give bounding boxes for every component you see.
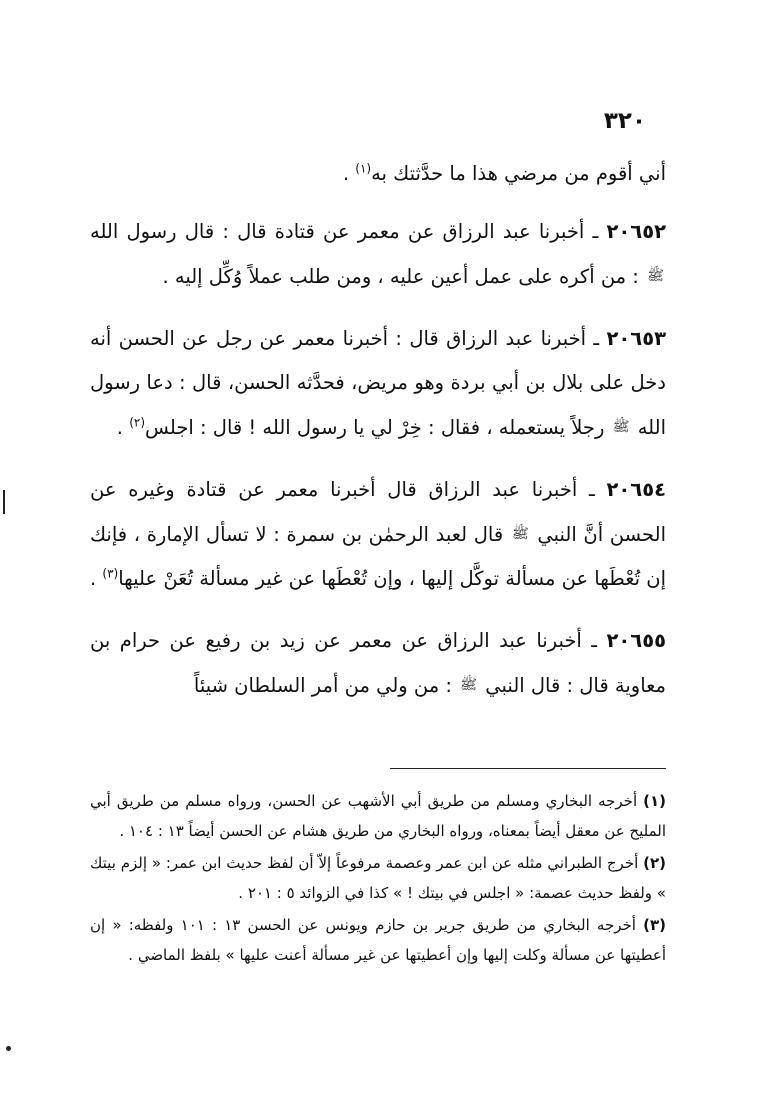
opening-end: . [342, 162, 356, 185]
salawat-glyph: ﷺ [460, 677, 478, 693]
footnote-number: (١) [643, 792, 666, 810]
hadith-end: . [90, 567, 103, 590]
footnote-ref-1[interactable]: (١) [355, 161, 372, 176]
footnote-ref-3[interactable]: (٣) [102, 566, 119, 581]
hadith-text-part1: ـ أخبرنا عبد الرزاق قال : أخبرنا معمر عن رجل عن الحسن أنه دخل على بلال بن أبي بردة وهو مريض، فحدَّثه الحسن، قال : دعا رسول الله [90, 327, 666, 439]
footnote-text: أخرج الطبراني مثله عن ابن عمر وعصمة مرفوعاً إلاّ أن لفظ حديث ابن عمر: « إلزم بيتك » ولفظ حديث عصمة: « اجلس في بيتك ! » كذا في الزوائد ٥ : ٢٠١ . [90, 854, 666, 902]
hadith-20655 [90, 619, 666, 708]
salawat-glyph: ﷺ [511, 526, 529, 542]
hadith-text-part2: : من أكره على عمل أعين عليه ، ومن طلب عملاً وُكِّل إليه . [162, 265, 646, 288]
footnote-1 [90, 786, 666, 846]
footnote-3 [90, 910, 666, 970]
hadith-text-part2: رجلاً يستعمله ، فقال : خِرْ لي يا رسول الله ! قال : اجلس [145, 416, 611, 439]
hadith-end: . [116, 416, 130, 439]
footnote-text: أخرجه البخاري من طريق جرير بن حازم ويونس عن الحسن ١٣ : ١٠١ ولفظه: « إن أعطيتها عن مسألة وكلت إليها وإن أعطيتها عن غير مسألة أعنت عليها » بلفظ الماضي . [90, 916, 666, 964]
opening-text: أني أقوم من مرضي هذا ما حدَّثتك به [371, 162, 666, 185]
hadith-text-part1: ـ أخبرنا عبد الرزاق عن معمر عن زيد بن رفيع عن حرام بن معاوية قال : قال النبي [90, 629, 666, 697]
footnote-2 [90, 848, 666, 908]
hadith-number: ٢٠٦٥٢ [606, 220, 666, 243]
hadith-20653 [90, 317, 666, 450]
footnote-number: (٢) [643, 854, 666, 872]
opening-paragraph [90, 152, 666, 196]
footnote-number: (٣) [643, 916, 666, 934]
hadith-text-part2: : من ولي من أمر السلطان شيئاً [193, 674, 459, 697]
hadith-number: ٢٠٦٥٣ [606, 327, 666, 350]
hadith-text-part1: ـ أخبرنا عبد الرزاق قال أخبرنا معمر عن قتادة وغيره عن الحسن أنَّ النبي [90, 478, 666, 546]
hadith-20652 [90, 210, 666, 299]
salawat-glyph: ﷺ [647, 268, 664, 284]
footnote-ref-2[interactable]: (٢) [129, 415, 146, 430]
hadith-number: ٢٠٦٥٥ [606, 629, 666, 652]
scan-dot [6, 1046, 11, 1051]
hadith-number: ٢٠٦٥٤ [606, 478, 666, 501]
salawat-glyph: ﷺ [612, 419, 630, 435]
footnote-text: أخرجه البخاري ومسلم من طريق أبي الأشهب عن الحسن، ورواه مسلم من طريق أبي المليح عن معقل أيضاً بمعناه، ورواه البخاري من طريق هشام عن الحسن أيضاً ١٣ : ١٠٤ . [90, 792, 666, 840]
margin-mark [3, 490, 5, 514]
hadith-text-part1: ـ أخبرنا عبد الرزاق عن معمر عن قتادة قال : قال رسول الله [90, 220, 607, 243]
main-text [90, 152, 666, 726]
footnotes [90, 786, 666, 972]
page-number: ٣٢٠ [603, 108, 646, 134]
hadith-text-part2: قال لعبد الرحمٰن بن سمرة : لا تسأل الإمارة ، فإنك إن تُعْطَها عن مسألة توكَّل إليها ، وإن تُعْطَها عن غير مسألة تُعَنْ عليها [90, 523, 666, 590]
footnote-separator [390, 768, 666, 769]
hadith-20654 [90, 468, 666, 601]
